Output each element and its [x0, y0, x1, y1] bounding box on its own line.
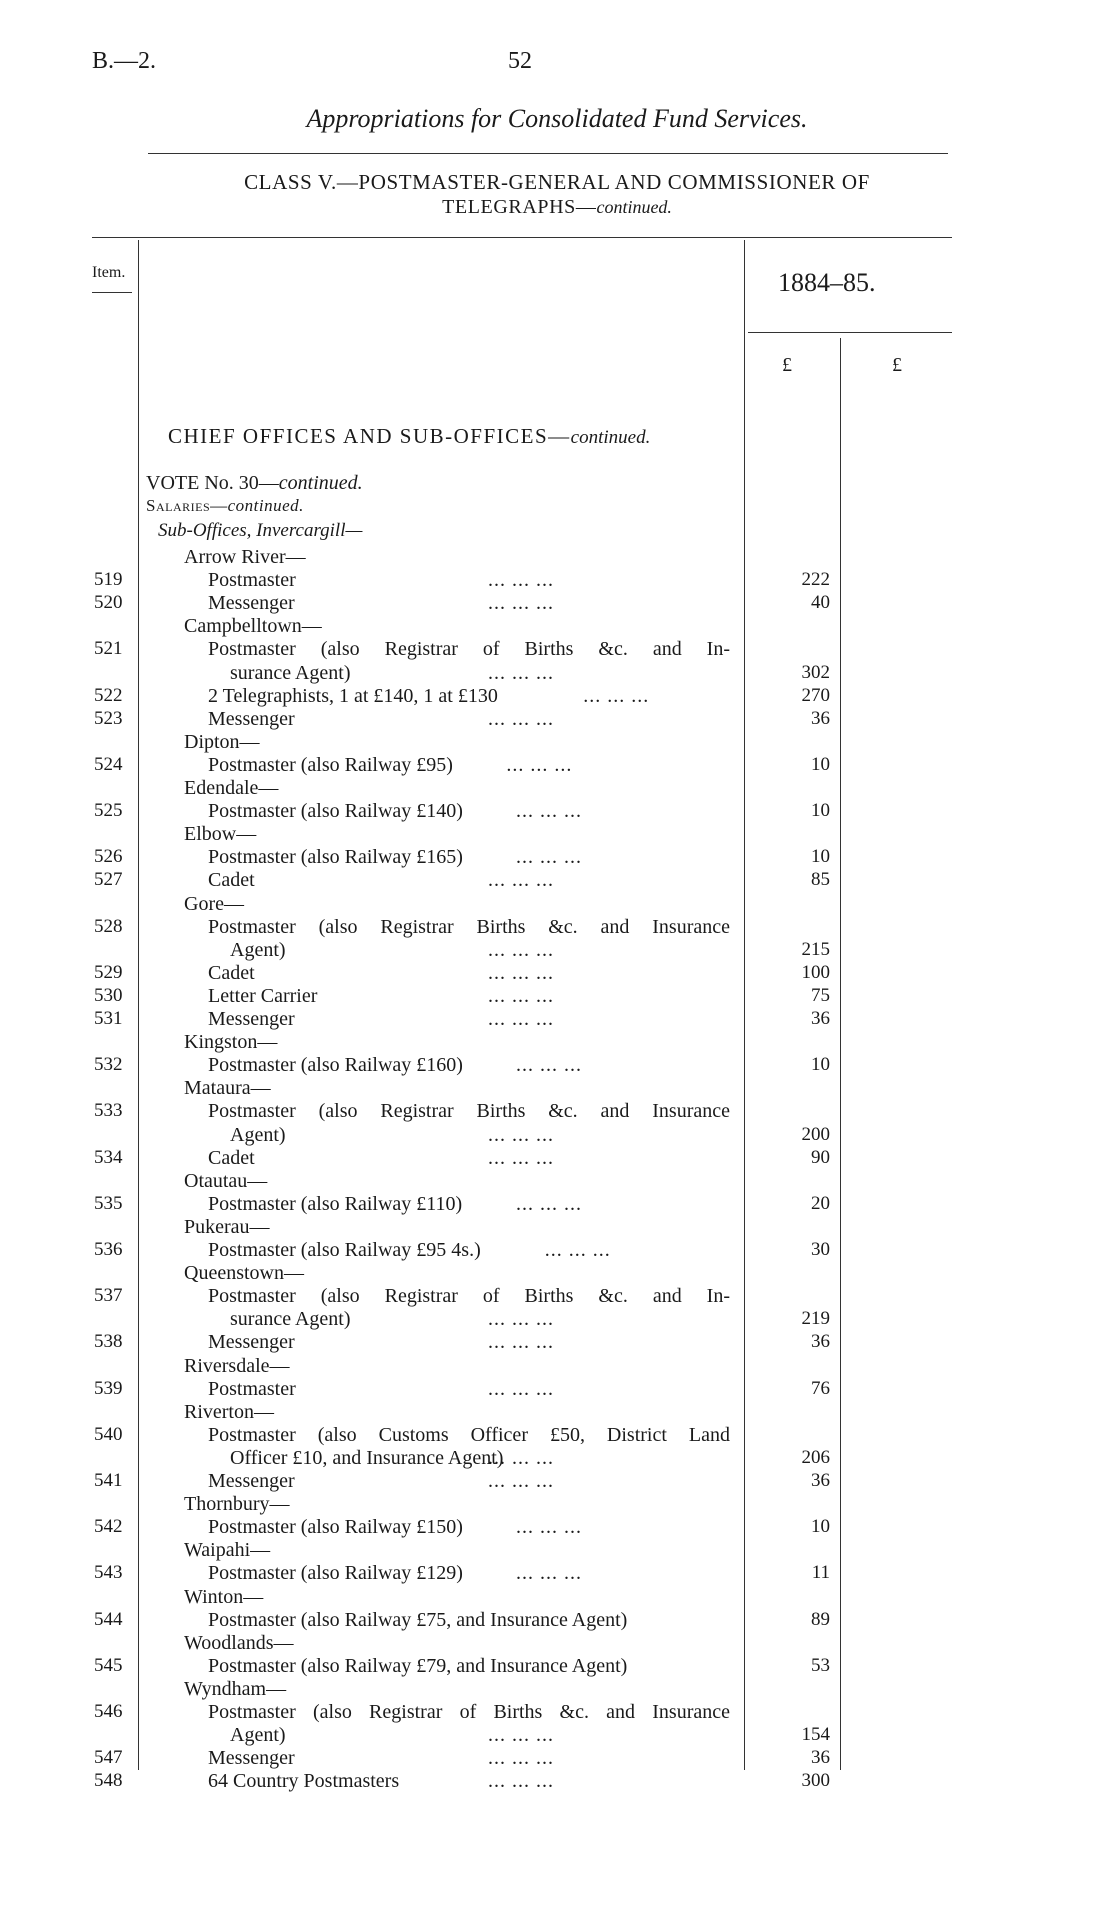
entry-description: Postmaster (also Railway £75, and Insurance Agent) — [208, 1608, 628, 1631]
entry-description: Postmaster (also Railway £140) — [208, 800, 463, 823]
entry-amount: 53 — [811, 1654, 830, 1676]
entry-amount: 40 — [811, 592, 830, 614]
leader-dots: ... ... ... — [488, 938, 554, 961]
item-number: 522 — [94, 684, 123, 706]
item-number: 534 — [94, 1146, 123, 1168]
class-heading-line1: CLASS V.—POSTMASTER-GENERAL AND COMMISSIONER OF — [244, 170, 870, 194]
entry-description: Postmaster — [208, 569, 296, 592]
amount-split-rule — [840, 338, 841, 1770]
office-name: Winton— — [184, 1585, 264, 1608]
entry-description: Postmaster (also Registrar of Births &c. and Insurance — [208, 1701, 730, 1723]
section-heading — [168, 424, 650, 449]
entry-amount: 222 — [801, 569, 830, 591]
leader-dots: ... ... ... — [516, 846, 582, 869]
entry-description-cont: Agent) — [230, 938, 286, 961]
item-number: 528 — [94, 915, 123, 937]
entry-amount: 10 — [811, 1054, 830, 1076]
item-number: 540 — [94, 1423, 123, 1445]
entry-amount: 76 — [811, 1377, 830, 1399]
page-title: Appropriations for Consolidated Fund Services. — [306, 104, 808, 133]
title-rule — [148, 153, 948, 154]
class-heading-continued: continued. — [596, 197, 672, 217]
office-name: Thornbury— — [184, 1493, 290, 1516]
leader-dots: ... ... ... — [488, 1008, 554, 1030]
section-heading-text: CHIEF OFFICES AND SUB-OFFICES— — [168, 424, 571, 448]
entry-amount: 85 — [811, 869, 830, 891]
entry-description: Postmaster (also Customs Officer £50, District Land — [208, 1423, 730, 1446]
leader-dots: ... ... ... — [488, 1747, 554, 1770]
pound-right-header: £ — [892, 354, 902, 376]
entry-amount: 219 — [801, 1308, 830, 1330]
item-number: 539 — [94, 1377, 123, 1399]
amount-column-left-rule — [744, 240, 745, 1770]
entry-description: Postmaster — [208, 1377, 296, 1400]
entry-amount: 206 — [801, 1446, 830, 1468]
item-number: 521 — [94, 638, 123, 660]
entry-amount: 10 — [811, 846, 830, 868]
entry-amount: 300 — [801, 1770, 830, 1792]
leader-dots: ... ... ... — [516, 1054, 582, 1077]
entry-description: Postmaster (also Registrar of Births &c. and In- — [208, 638, 730, 661]
office-name: Wyndham— — [184, 1677, 287, 1700]
vote-heading — [146, 472, 363, 495]
leader-dots: ... ... ... — [544, 1239, 611, 1261]
entry-description: Postmaster (also Railway £95 4s.) — [208, 1239, 481, 1261]
leader-dots: ... ... ... — [583, 684, 650, 707]
office-name: Elbow— — [184, 823, 257, 846]
salaries-heading-text: Salaries— — [146, 496, 228, 515]
leader-dots: ... ... ... — [516, 800, 582, 823]
entry-description: Cadet — [208, 1146, 255, 1169]
item-number: 535 — [94, 1192, 123, 1214]
item-number: 547 — [94, 1747, 123, 1769]
item-number: 543 — [94, 1562, 123, 1584]
section-heading-continued: continued. — [570, 427, 651, 448]
entry-amount: 36 — [811, 1008, 830, 1029]
leader-dots: ... ... ... — [516, 1562, 582, 1585]
office-name: Kingston— — [184, 1031, 278, 1054]
entry-description: Messenger — [208, 1008, 295, 1030]
entry-description: Postmaster (also Railway £129) — [208, 1562, 463, 1585]
office-name: Mataura— — [184, 1077, 271, 1100]
leader-dots: ... ... ... — [488, 1724, 554, 1747]
entry-amount: 215 — [801, 938, 830, 960]
entry-amount: 89 — [811, 1608, 830, 1630]
entry-description: Postmaster (also Railway £160) — [208, 1054, 463, 1077]
entry-description: Postmaster (also Railway £165) — [208, 846, 463, 869]
entry-amount: 200 — [801, 1123, 830, 1145]
item-number: 523 — [94, 707, 123, 729]
item-number: 544 — [94, 1608, 123, 1630]
entry-description-cont: Officer £10, and Insurance Agent) — [230, 1446, 504, 1469]
entry-description: 64 Country Postmasters — [208, 1770, 400, 1793]
entry-amount: 10 — [811, 1516, 830, 1538]
item-number: 536 — [94, 1239, 123, 1260]
entry-description: Messenger — [208, 1470, 295, 1492]
entry-amount: 10 — [811, 753, 830, 775]
entry-amount: 36 — [811, 1331, 830, 1353]
item-number: 545 — [94, 1654, 123, 1676]
entry-description: Cadet — [208, 869, 255, 892]
item-number: 542 — [94, 1516, 123, 1538]
year-column-header: 1884–85. — [778, 268, 876, 297]
entry-description: Postmaster (also Registrar of Births &c. and In- — [208, 1285, 730, 1308]
item-number: 531 — [94, 1008, 123, 1029]
entry-description: Letter Carrier — [208, 984, 318, 1007]
entry-amount: 270 — [801, 684, 830, 706]
entry-amount: 75 — [811, 984, 830, 1006]
item-number: 530 — [94, 984, 123, 1006]
office-name: Campbelltown— — [184, 615, 322, 638]
item-number: 525 — [94, 800, 123, 822]
leader-dots: ... ... ... — [488, 1308, 554, 1331]
item-number: 548 — [94, 1770, 123, 1792]
item-header-underline — [92, 292, 132, 293]
entry-description-cont: Agent) — [230, 1123, 286, 1146]
class-heading-line2 — [0, 196, 1114, 219]
entry-description: Messenger — [208, 1331, 295, 1354]
entry-description: Postmaster (also Railway £110) — [208, 1192, 463, 1215]
leader-dots: ... ... ... — [488, 1377, 554, 1400]
item-number: 520 — [94, 592, 123, 614]
leader-dots: ... ... ... — [488, 961, 554, 984]
leader-dots: ... ... ... — [516, 1192, 582, 1215]
item-number: 526 — [94, 846, 123, 868]
item-number: 546 — [94, 1701, 123, 1722]
office-name: Waipahi— — [184, 1539, 271, 1562]
leader-dots: ... ... ... — [488, 1470, 554, 1492]
leader-dots: ... ... ... — [488, 1446, 554, 1469]
item-number: 538 — [94, 1331, 123, 1353]
entry-amount: 36 — [811, 1470, 830, 1491]
entry-description: Postmaster (also Registrar Births &c. and Insurance — [208, 915, 730, 938]
entry-description: Postmaster (also Railway £79, and Insurance Agent) — [208, 1654, 628, 1677]
vote-heading-text: VOTE No. 30— — [146, 472, 279, 494]
document-reference: B.—2. — [92, 48, 157, 74]
sub-offices-heading: Sub-Offices, Invercargill— — [158, 520, 363, 541]
leader-dots: ... ... ... — [488, 707, 554, 730]
office-name: Pukerau— — [184, 1215, 270, 1238]
leader-dots: ... ... ... — [488, 869, 554, 892]
entry-amount: 36 — [811, 707, 830, 729]
item-number: 519 — [94, 569, 123, 591]
page-number: 52 — [508, 48, 532, 74]
entry-description: Postmaster (also Railway £95) — [208, 753, 453, 776]
leader-dots: ... ... ... — [488, 1770, 554, 1793]
leader-dots: ... ... ... — [516, 1516, 582, 1539]
vote-heading-continued: continued. — [278, 472, 363, 494]
entry-amount: 20 — [811, 1192, 830, 1214]
office-name: Riverton— — [184, 1400, 274, 1423]
entry-description: Messenger — [208, 592, 295, 615]
entry-description: Postmaster (also Railway £150) — [208, 1516, 463, 1539]
office-name: Woodlands— — [184, 1631, 294, 1654]
leader-dots: ... ... ... — [488, 1123, 554, 1146]
entry-amount: 30 — [811, 1239, 830, 1260]
leader-dots: ... ... ... — [488, 1331, 554, 1354]
entry-amount: 10 — [811, 800, 830, 822]
item-number: 524 — [94, 753, 123, 775]
class-heading-text: TELEGRAPHS— — [442, 196, 597, 218]
office-name: Gore— — [184, 892, 244, 915]
entry-amount: 154 — [801, 1724, 830, 1746]
item-column-header: Item. — [92, 264, 126, 281]
salaries-heading — [146, 496, 304, 516]
leader-dots: ... ... ... — [488, 661, 554, 684]
leader-dots: ... ... ... — [488, 984, 554, 1007]
salaries-heading-continued: continued. — [227, 496, 304, 515]
entry-amount: 302 — [801, 661, 830, 683]
entry-description: Cadet — [208, 961, 255, 984]
leader-dots: ... ... ... — [488, 569, 554, 592]
entry-amount: 100 — [801, 961, 830, 983]
office-name: Riversdale— — [184, 1354, 290, 1377]
entry-description-cont: Agent) — [230, 1724, 286, 1747]
leader-dots: ... ... ... — [506, 753, 573, 776]
entry-amount: 36 — [811, 1747, 830, 1769]
item-column-rule — [138, 240, 139, 1770]
office-name: Otautau— — [184, 1169, 268, 1192]
item-number: 529 — [94, 961, 123, 983]
item-number: 532 — [94, 1054, 123, 1076]
entry-description-cont: surance Agent) — [230, 1308, 351, 1331]
office-name: Arrow River— — [184, 546, 306, 568]
office-name: Queenstown— — [184, 1262, 304, 1285]
office-name: Dipton— — [184, 730, 260, 753]
entry-amount: 90 — [811, 1146, 830, 1168]
item-number: 527 — [94, 869, 123, 891]
year-header-underline — [748, 332, 952, 333]
leader-dots: ... ... ... — [488, 592, 554, 615]
entry-amount: 11 — [811, 1562, 830, 1584]
item-number: 537 — [94, 1285, 123, 1307]
pound-left-header: £ — [782, 354, 792, 376]
entry-description: 2 Telegraphists, 1 at £140, 1 at £130 — [208, 684, 498, 707]
entry-description-cont: surance Agent) — [230, 661, 351, 684]
office-name: Edendale— — [184, 777, 279, 799]
table-top-rule — [92, 237, 952, 238]
item-number: 533 — [94, 1100, 123, 1122]
entry-description: Messenger — [208, 707, 295, 730]
leader-dots: ... ... ... — [488, 1146, 554, 1169]
entry-description: Postmaster (also Registrar Births &c. and Insurance — [208, 1100, 730, 1123]
entry-description: Messenger — [208, 1747, 295, 1770]
item-number: 541 — [94, 1470, 123, 1491]
